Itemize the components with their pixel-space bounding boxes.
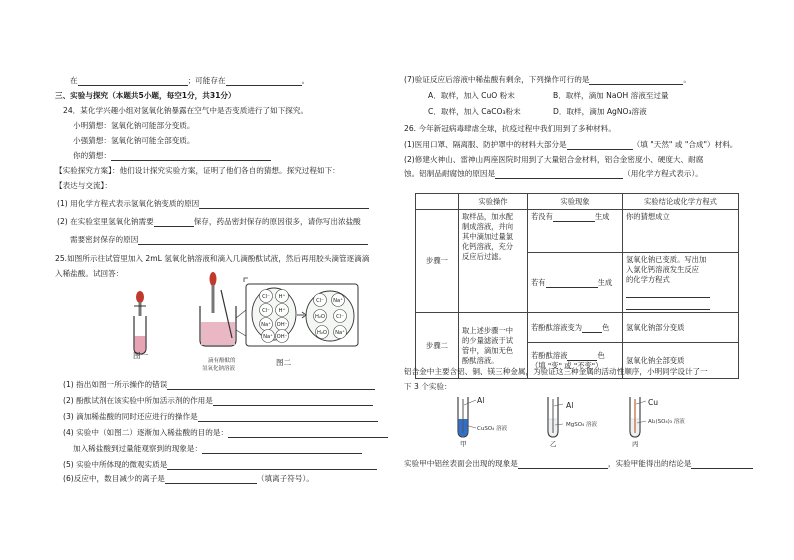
step-2-phenomenon-a: 若酚酞溶液变为 色 xyxy=(528,313,623,343)
option-a[interactable]: A．取样，加入 CuO 粉末 xyxy=(428,91,515,100)
q26-part-2: (2)修建火神山、雷神山两座医院时用到了大量铝合金材料，铝合金密度小、硬度大、耐腐 xyxy=(404,155,704,164)
step-2-conclusion-b: 氢氧化钠全部变质 xyxy=(623,343,739,379)
alloy-stem-2: 下 3 个实验： xyxy=(404,382,452,391)
q25-part-1: (1) 指出如图一所示操作的错误 xyxy=(63,380,375,390)
step-1-conclusion-a: 你的猜想成立 xyxy=(623,210,739,253)
q26-part-1: (1)医用口罩、隔离服、防护罩中的材料大部分是 （填 "天然" 或 "合成"）材料。 xyxy=(404,140,738,149)
tube-2-label: 乙 xyxy=(550,440,557,448)
q24-guess-mine: 你的猜想： xyxy=(73,151,271,161)
ion-label: OH⁻ xyxy=(276,322,288,328)
fig-2-caption-1: 滴有酚酞的 xyxy=(208,358,236,364)
option-b[interactable]: B．取样，滴加 NaOH 溶液至过量 xyxy=(553,91,669,100)
q25-stem-1: 25.如图所示往试管里加入 2mL 氢氧化钠溶液和滴入几滴酚酞试液，然后再用胶头滴管逐滴滴 xyxy=(55,254,370,263)
answer-blank[interactable] xyxy=(138,235,368,245)
answer-blank[interactable] xyxy=(589,75,683,85)
answer-blank[interactable] xyxy=(111,151,271,161)
answer-blank[interactable] xyxy=(202,444,362,454)
tube-1-solution: CuSO₄ 溶液 xyxy=(477,426,508,432)
step-1-phenomenon-b: 若有 生成 xyxy=(528,253,623,313)
q25-part-2: (2) 酚酞试剂在该实验中所加活示剂的作用是 xyxy=(63,396,373,406)
header-operation: 实验操作 xyxy=(459,194,528,210)
answer-blank[interactable] xyxy=(546,278,598,288)
fig-1-label: 图一 xyxy=(133,351,149,360)
dropper-stem xyxy=(139,302,142,316)
step-1-phenomenon-a: 若没有 生成 xyxy=(528,210,623,253)
ion-label: Cl⁻ xyxy=(336,314,344,320)
header-phenomenon: 实验现象 xyxy=(528,194,623,210)
fig-2-label: 图二 xyxy=(276,358,292,367)
experiment-table xyxy=(415,193,739,379)
q25-part-5: (5) 实验中所体现的微观实质是 xyxy=(63,460,377,470)
alloy-stem-1: 铝合金中主要含铝、铜、镁三种金属，为验证这三种金属的活动性顺序，小明同学设计了一 xyxy=(404,367,708,376)
ion-label: Na⁺ xyxy=(333,298,343,304)
q24-design: 【实验探究方案】：他们设计探究实验方案，证明了他们各自的猜想。探究过程如下： xyxy=(55,166,340,175)
step-1-label: 步骤一 xyxy=(416,210,459,313)
q24-guess-ming: 小明猜想：氢氧化钠可能部分变质。 xyxy=(73,121,195,130)
answer-blank[interactable] xyxy=(495,169,623,179)
answer-blank[interactable] xyxy=(199,199,369,209)
q24-part-2-cont: 需要密封保存的原因 xyxy=(70,235,368,245)
q26-part-2-cont: 蚀。铝制品耐腐蚀的原因是 （用化学方程式表示）。 xyxy=(404,169,703,178)
answer-blank[interactable] xyxy=(167,460,377,470)
answer-blank[interactable] xyxy=(154,217,194,227)
q25-part-7: (7)验证反应后溶液中稀盐酸有剩余，下列操作可行的是 。 xyxy=(404,75,692,84)
answer-blank[interactable] xyxy=(213,396,373,406)
answer-blank[interactable] xyxy=(691,459,753,469)
answer-blank[interactable] xyxy=(567,140,633,150)
step-2-phenomenon-b: 若酚酞溶液 色 （填 "变" 或 "不变"） xyxy=(528,343,623,379)
fig-2-caption-2: 氢氧化钠溶液 xyxy=(202,366,236,372)
answer-blank[interactable] xyxy=(226,76,302,86)
step-2-operation: 取上述步骤一中 的少量滤液于试 管中，滴加无色 酚酞溶液。 xyxy=(459,313,528,379)
answer-blank[interactable] xyxy=(167,380,375,390)
tube-3-label: 丙 xyxy=(632,440,639,448)
answer-blank[interactable] xyxy=(626,288,710,298)
ion-label: OH⁻ xyxy=(276,334,288,340)
q25-part-4b: 加入稀盐酸到过量能观察到的现象是： xyxy=(73,444,362,454)
step-2-conclusion-a: 氢氧化钠部分变质 xyxy=(623,313,739,343)
header-conclusion: 实验结论或化学方程式 xyxy=(623,194,739,210)
q24-expression: 【表达与交流】： xyxy=(55,181,112,190)
dropper-bulb xyxy=(136,291,144,303)
ion-label: H⁺ xyxy=(278,308,286,314)
ion-label: Na⁺ xyxy=(335,330,345,336)
ion-label: Na⁺ xyxy=(261,322,271,328)
tube-1-label: 甲 xyxy=(460,440,467,448)
section-3-heading: 三、实验与探究（本题共5小题，每空1分，共31分） xyxy=(55,91,236,100)
fill-line-top: 在 ；可能存在 。 xyxy=(70,76,310,85)
tube-3-metal: Cu xyxy=(648,398,659,407)
q25-stem-2: 入稀盐酸。试回答： xyxy=(55,269,124,278)
q24-stem: 24．某化学兴趣小组对氢氧化钠暴露在空气中是否变质进行了如下探究。 xyxy=(63,106,309,115)
tube-2-metal: Al xyxy=(566,401,574,410)
ion-label: H₂O xyxy=(316,330,328,336)
answer-blank[interactable] xyxy=(78,76,188,86)
answer-blank[interactable] xyxy=(165,474,257,484)
ion-label: Cl⁻ xyxy=(262,294,270,300)
final-question: 实验甲中铝丝表面会出现的现象是 ，实验甲能得出的结论是 xyxy=(404,459,753,469)
dropper-bulb xyxy=(210,272,217,286)
option-d[interactable]: D．取样，滴加 AgNO₃溶液 xyxy=(553,107,647,116)
answer-blank[interactable] xyxy=(553,212,595,222)
q25-part-6: (6)反应中，数目减少的离子是 （填离子符号）。 xyxy=(63,474,314,483)
option-c[interactable]: C．取样，加入 CaCO₃粉末 xyxy=(428,107,521,116)
figure-2-beaker xyxy=(196,270,366,370)
ion-label: H₂O xyxy=(314,314,326,320)
step-2-label: 步骤二 xyxy=(416,313,459,379)
q26-stem: 26. 今年新冠病毒肆虐全球，抗疫过程中我们用到了多种材料。 xyxy=(404,124,616,133)
q24-guess-qiang: 小强猜想：氢氧化钠可能全部变质。 xyxy=(73,136,195,145)
ion-label: H⁺ xyxy=(278,294,286,300)
beaker-liquid xyxy=(201,322,235,345)
answer-blank[interactable] xyxy=(582,323,602,333)
step-1-conclusion-b: 氢氧化钠已变质。写出加 入氯化钙溶液发生反应 的化学方程式 xyxy=(623,253,739,313)
tube-yi xyxy=(548,397,563,437)
q24-part-2: (2) 在实验室里氢氧化钠需要 保存，药品密封保存的原因很多，请你写出浓盐酸 xyxy=(57,217,361,226)
ion-label: Na⁺ xyxy=(263,334,273,340)
answer-blank[interactable] xyxy=(626,300,710,310)
ion-label: Cl⁻ xyxy=(316,298,324,304)
tube-jia xyxy=(458,397,476,437)
tube-1-metal: Al xyxy=(477,396,485,405)
before-reaction-circle xyxy=(252,288,296,340)
answer-blank[interactable] xyxy=(518,459,608,469)
answer-blank[interactable] xyxy=(198,412,378,422)
ion-label: Cl⁻ xyxy=(262,308,270,314)
dropper-stem xyxy=(212,285,215,313)
tube-3-solution: Al₂(SO₄)₃ 溶液 xyxy=(648,419,685,425)
tube-bing xyxy=(630,397,646,437)
q25-part-3: (3) 滴加稀盐酸的同时还应进行的操作是 xyxy=(63,412,378,422)
q24-part-1: (1) 用化学方程式表示氢氧化钠变质的原因 xyxy=(57,199,369,209)
step-1-operation: 取样品，加水配 制成溶液，并向 其中滴加过量氯 化钙溶液，充分 反应后过滤。 xyxy=(459,210,528,313)
answer-blank[interactable] xyxy=(567,351,597,361)
q25-part-4: (4) 实验中（如图二）逐渐加入稀盐酸的目的是： xyxy=(63,428,388,438)
answer-blank[interactable] xyxy=(228,428,388,438)
tube-2-solution: MgSO₄ 溶液 xyxy=(566,422,598,428)
